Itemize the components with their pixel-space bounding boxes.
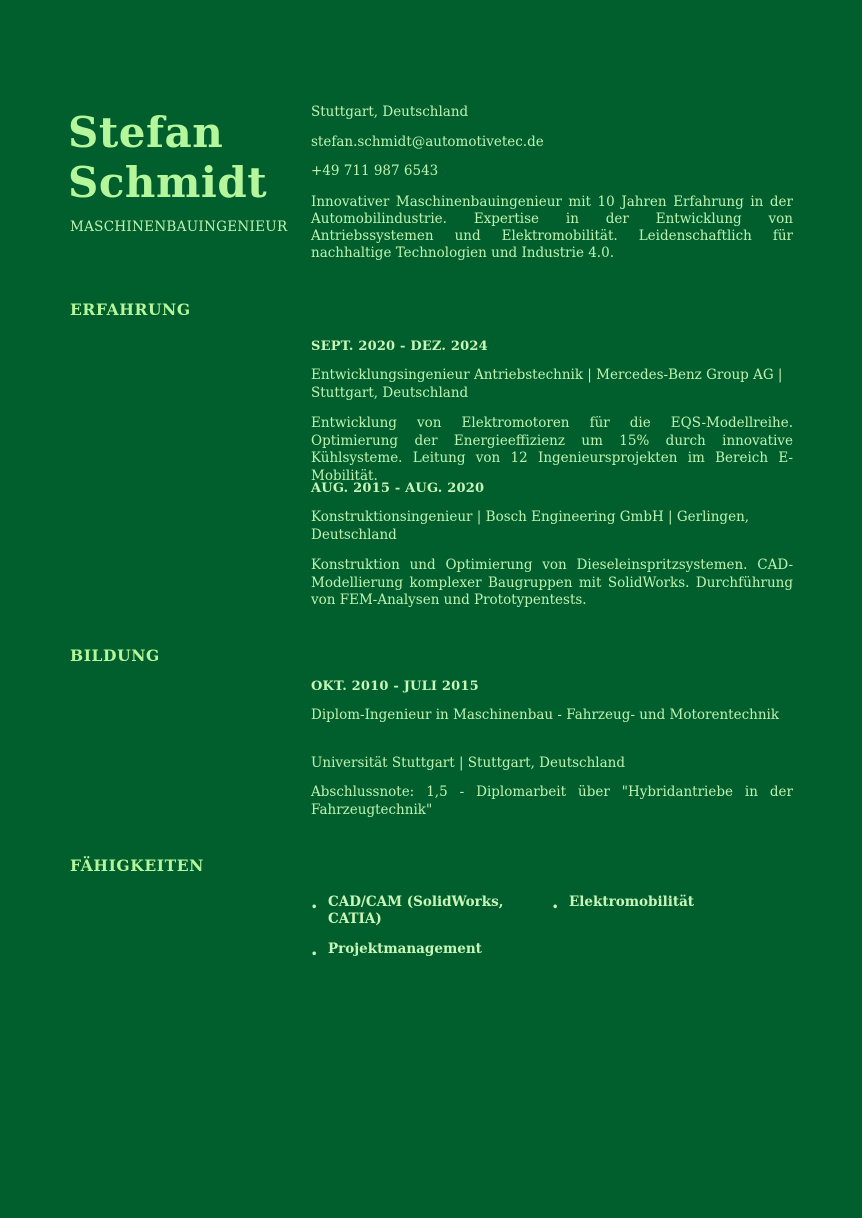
experience-role: Entwicklungsingenieur Antriebstechnik | Mercedes-Benz Group AG | Stuttgart, Deutschland	[311, 367, 783, 401]
skill-item	[311, 894, 540, 928]
contact-email: stefan.schmidt@automotivetec.de	[311, 134, 544, 150]
bullet-icon: •	[311, 902, 318, 913]
skill-label: Elektromobilität	[569, 894, 695, 910]
contact-phone: +49 711 987 6543	[311, 163, 439, 179]
bullet-icon: •	[552, 902, 559, 913]
section-title-education: BILDUNG	[70, 646, 160, 665]
experience-description: Entwicklung von Elektromotoren für die EQS-Modellreihe. Optimierung der Energieeffizienz um 15% durch innovative Kühlsysteme. Leitung von 12 Ingenieursprojekten im Bereich E-Mobilität.	[311, 415, 793, 484]
skill-label: CAD/CAM (SolidWorks, CATIA)	[328, 894, 504, 927]
education-note: Abschlussnote: 1,5 - Diplomarbeit über "Hybridantriebe in der Fahrzeugtechnik"	[311, 784, 793, 818]
section-title-experience: ERFAHRUNG	[70, 300, 191, 319]
candidate-name	[68, 108, 267, 208]
skill-item	[311, 941, 548, 960]
education-date: OKT. 2010 - JULI 2015	[311, 679, 479, 694]
section-title-skills: FÄHIGKEITEN	[70, 856, 204, 875]
experience-date: SEPT. 2020 - DEZ. 2024	[311, 339, 488, 354]
first-name: Stefan	[68, 108, 224, 157]
education-degree: Diplom-Ingenieur in Maschinenbau - Fahrzeug- und Motorentechnik	[311, 707, 780, 723]
last-name: Schmidt	[68, 158, 268, 207]
experience-date: AUG. 2015 - AUG. 2020	[311, 481, 485, 496]
profile-summary: Innovativer Maschinenbauingenieur mit 10 Jahren Erfahrung in der Automobilindustrie. Expertise in der Entwicklung von Antriebssystemen und Elektromobilität. Leidenschaftlich für nachhaltige Technologien und Industrie 4.0.	[311, 194, 793, 261]
bullet-icon: •	[311, 949, 318, 960]
job-title: MASCHINENBAUINGENIEUR	[70, 219, 288, 235]
experience-role: Konstruktionsingenieur | Bosch Engineering GmbH | Gerlingen, Deutschland	[311, 509, 750, 543]
contact-location: Stuttgart, Deutschland	[311, 104, 469, 120]
experience-description: Konstruktion und Optimierung von Dieseleinspritzsystemen. CAD-Modellierung komplexer Baugruppen mit SolidWorks. Durchführung von FEM-Analysen und Prototypentests.	[311, 557, 793, 608]
skill-label: Projektmanagement	[328, 941, 482, 957]
skill-item	[552, 894, 789, 913]
education-institution: Universität Stuttgart | Stuttgart, Deutschland	[311, 755, 626, 771]
